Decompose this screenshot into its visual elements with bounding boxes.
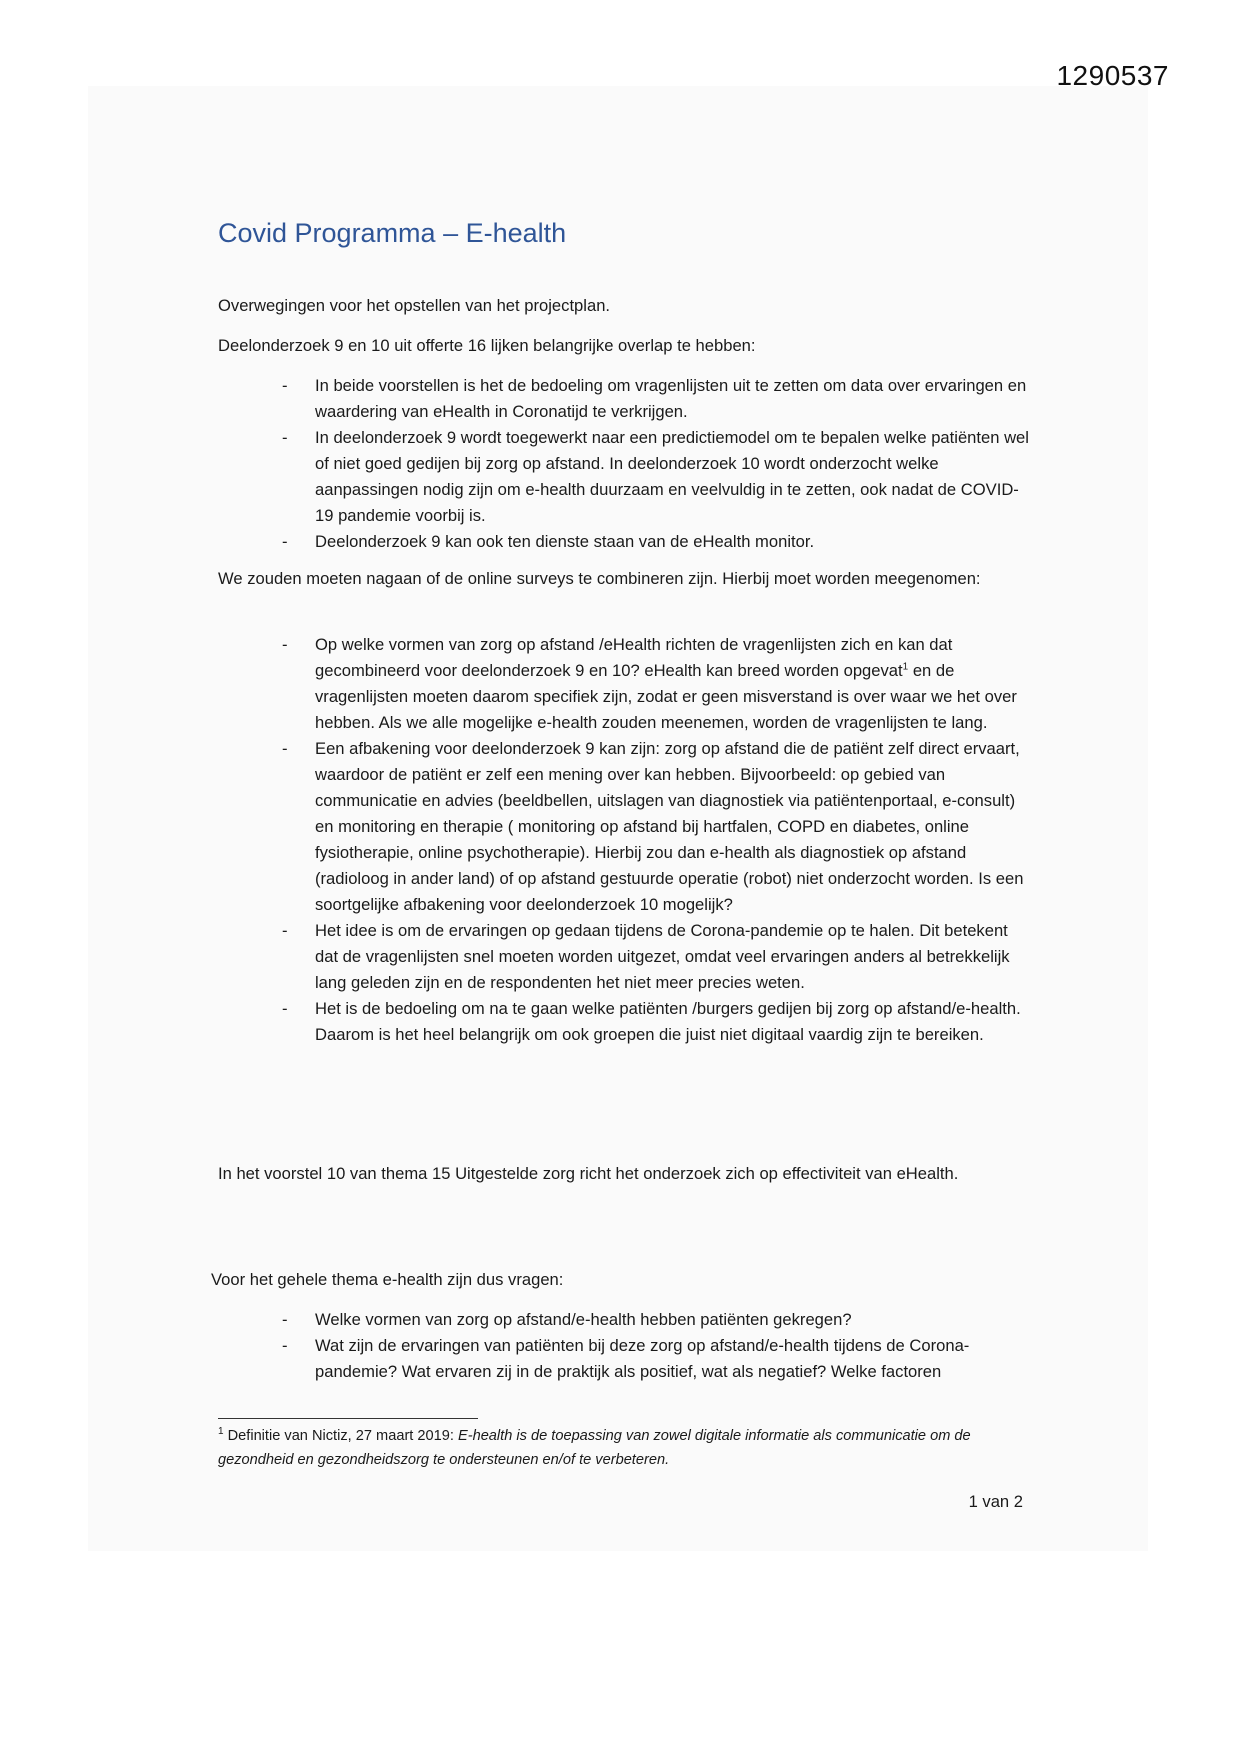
document-id: 1290537 xyxy=(1056,60,1169,91)
proposal-statement: In het voorstel 10 van thema 15 Uitgestelde zorg richt het onderzoek zich op effectiviteit van eHealth. xyxy=(218,1164,959,1183)
list-item: - Een afbakening voor deelonderzoek 9 kan zijn: zorg op afstand die de patiënt zelf direct ervaart, waardoor de patiënt er zelf een mening over kan hebben. Bijvoorbeeld: op gebied van communicatie en advies (beeldbellen, uitslagen van diagnostiek via patiëntenportaal, e-consult) en monitoring en therapie ( monitoring op afstand bij hartfalen, COPD en diabetes, online fysiotherapie, online psychotherapie). Hierbij zou dan e-health als diagnostiek op afstand (radioloog in ander land) of op afstand gestuurde operatie (robot) niet onderzocht worden. Is een soortgelijke afbakening voor deelonderzoek 10 mogelijk? xyxy=(282,736,1032,918)
document-title: Covid Programma – E-health xyxy=(218,218,567,248)
page-number: 1 van 2 xyxy=(968,1492,1023,1511)
footnote-reference: 1 xyxy=(902,661,909,673)
questions-statement: Voor het gehele thema e-health zijn dus vragen: xyxy=(211,1270,564,1289)
list-item: - Deelonderzoek 9 kan ook ten dienste staan van de eHealth monitor. xyxy=(282,529,1032,555)
footnote-marker: 1 xyxy=(218,1426,224,1438)
footnote-definition: E-health is de toepassing van zowel digitale informatie als communicatie om de gezondheid en gezondheidszorg te ondersteunen en/of te verbeteren. xyxy=(218,1428,971,1468)
overlap-statement: Deelonderzoek 9 en 10 uit offerte 16 lijken belangrijke overlap te hebben: xyxy=(218,336,756,355)
bullet-text: Op welke vormen van zorg op afstand /eHealth richten de vragenlijsten zich en kan dat gecombineerd voor deelonderzoek 9 en 10? eHealth kan breed worden opgevat xyxy=(315,635,953,680)
questions-bullet-list xyxy=(282,1307,1032,1385)
list-item: - In deelonderzoek 9 wordt toegewerkt naar een predictiemodel om te bepalen welke patiënten wel of niet goed gedijen bij zorg op afstand. In deelonderzoek 10 wordt onderzocht welke aanpassingen nodig zijn om e-health duurzaam en veelvuldig in te zetten, ook nadat de COVID-19 pandemie voorbij is. xyxy=(282,425,1032,529)
list-item: - In beide voorstellen is het de bedoeling om vragenlijsten uit te zetten om data over ervaringen en waardering van eHealth in Coronatijd te verkrijgen. xyxy=(282,373,1032,425)
list-item: - Welke vormen van zorg op afstand/e-health hebben patiënten gekregen? xyxy=(282,1307,1032,1333)
list-item: - Het idee is om de ervaringen op gedaan tijdens de Corona-pandemie op te halen. Dit betekent dat de vragenlijsten snel moeten worden uitgezet, omdat veel ervaringen anders al betrekkelijk lang geleden zijn en de respondenten het niet meer precies weten. xyxy=(282,918,1032,996)
intro-paragraph: Overwegingen voor het opstellen van het projectplan. xyxy=(218,296,611,315)
footnote-divider xyxy=(218,1418,478,1419)
surveys-statement: We zouden moeten nagaan of de online surveys te combineren zijn. Hierbij moet worden meegenomen: xyxy=(218,569,981,588)
bullet-text: en de vragenlijsten moeten daarom specifiek zijn, zodat er geen misverstand is over waar we het over hebben. Als we alle mogelijke e-health zouden meenemen, worden de vragenlijsten te lang. xyxy=(315,661,1017,732)
list-item: - Het is de bedoeling om na te gaan welke patiënten /burgers gedijen bij zorg op afstand/e-health. Daarom is het heel belangrijk om ook groepen die juist niet digitaal vaardig zijn te bereiken. xyxy=(282,996,1032,1048)
list-item: - Wat zijn de ervaringen van patiënten bij deze zorg op afstand/e-health tijdens de Corona-pandemie? Wat ervaren zij in de praktijk als positief, wat als negatief? Welke factoren xyxy=(282,1333,1032,1385)
surveys-bullet-list xyxy=(282,632,1032,1048)
overlap-bullet-list xyxy=(282,373,1032,555)
footnote xyxy=(218,1424,1028,1472)
list-item xyxy=(282,632,1032,736)
footnote-prefix: Definitie van Nictiz, 27 maart 2019: xyxy=(223,1428,458,1444)
